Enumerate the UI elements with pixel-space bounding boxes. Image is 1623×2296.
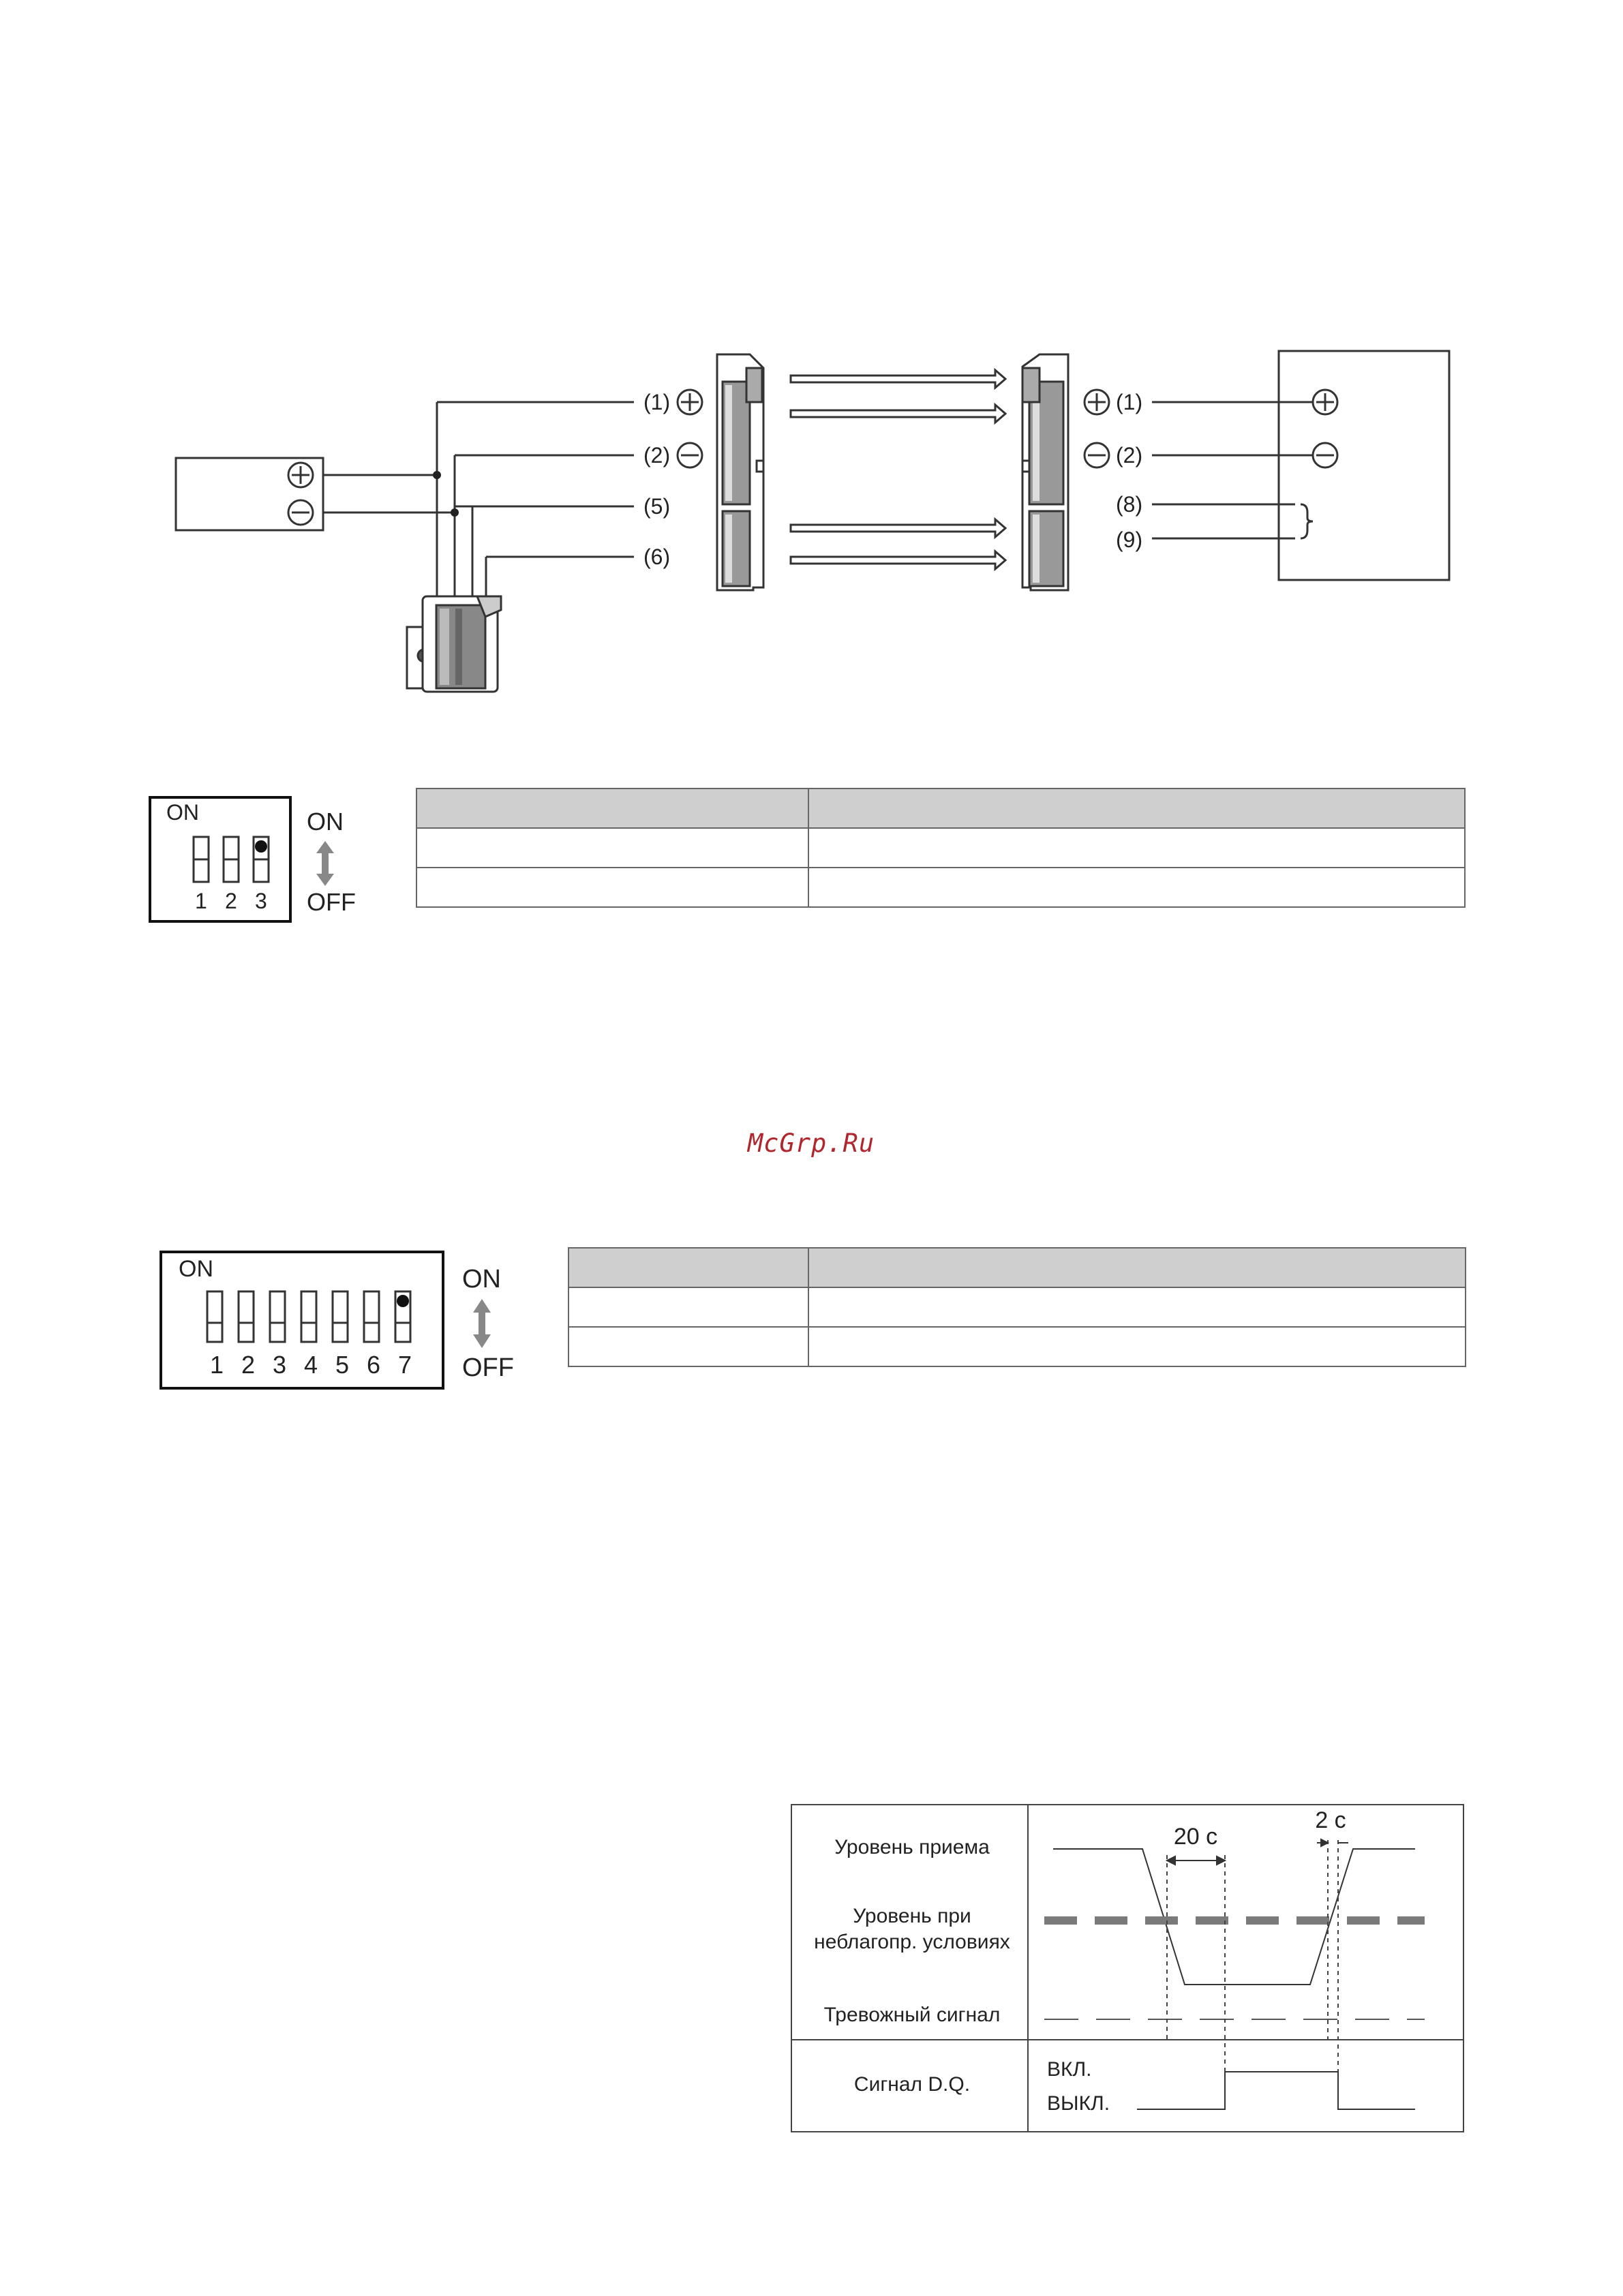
bad-conditions-label: Уровень при неблагопр. условиях <box>814 1905 1010 1953</box>
rx-terminal-9: (9) <box>1116 527 1143 552</box>
dq-signal-label: Сигнал D.Q. <box>853 2073 971 2096</box>
dip7-num-7: 7 <box>398 1351 412 1379</box>
tx-terminal-1: (1) <box>643 390 671 414</box>
dip3-side-on: ON <box>307 808 344 836</box>
delay-20-label: 20 с <box>1173 1824 1218 1850</box>
dq-signal-line <box>1137 2072 1415 2109</box>
dip7-side-on: ON <box>462 1265 501 1294</box>
dip3-num-1: 1 <box>195 889 207 913</box>
tx-terminal-5: (5) <box>643 494 671 519</box>
dip3-num-3: 3 <box>255 889 267 913</box>
alarm-signal-label: Тревожный сигнал <box>823 2004 1001 2026</box>
rx-terminal-1: (1) <box>1116 390 1143 414</box>
on-state-label: ВКЛ. <box>1047 2058 1092 2081</box>
dip7-num-2: 2 <box>241 1351 256 1379</box>
dip7-side-off: OFF <box>462 1353 514 1382</box>
watermark: McGrp.Ru <box>747 1129 875 1158</box>
rx-terminal-2: (2) <box>1116 443 1143 468</box>
dip7-num-4: 4 <box>304 1351 318 1379</box>
dip7-num-6: 6 <box>367 1351 381 1379</box>
tx-terminal-6: (6) <box>643 545 671 569</box>
dip7-num-1: 1 <box>210 1351 224 1379</box>
delay-2-label: 2 с <box>1315 1807 1346 1833</box>
tx-terminal-2: (2) <box>643 443 671 468</box>
dip3-on-label: ON <box>166 800 199 825</box>
off-state-label: ВЫКЛ. <box>1047 2092 1110 2115</box>
dip7-num-3: 3 <box>273 1351 287 1379</box>
rx-terminal-8: (8) <box>1116 492 1143 517</box>
dip3-num-2: 2 <box>225 889 237 913</box>
dip7-num-5: 5 <box>335 1351 350 1379</box>
reception-level-label: Уровень приема <box>834 1836 990 1858</box>
dip7-on-label: ON <box>179 1256 213 1282</box>
dip3-side-off: OFF <box>307 888 356 916</box>
